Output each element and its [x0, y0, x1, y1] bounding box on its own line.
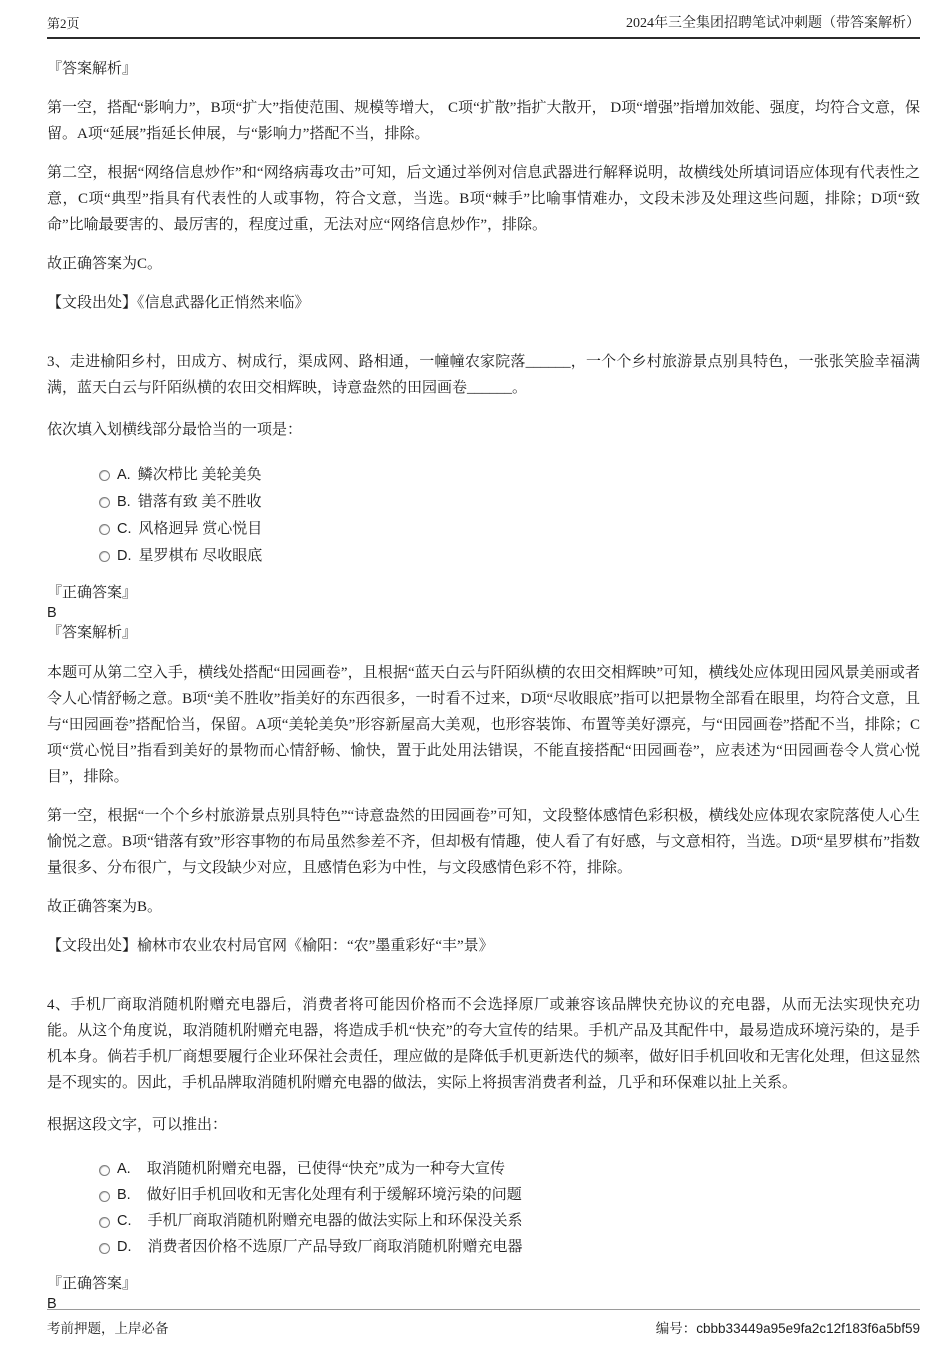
q3-option-b[interactable] [99, 488, 920, 515]
option-text: 手机厂商取消随机附赠充电器的做法实际上和环保没关系 [147, 1213, 523, 1229]
footer-serial-value: cbbb33449a95e9fa2c12f183f6a5bf59 [696, 1321, 920, 1336]
document-title: 2024年三全集团招聘笔试冲刺题（带答案解析） [626, 16, 920, 31]
q3-option-d[interactable] [99, 542, 920, 569]
radio-button-icon[interactable] [99, 1217, 110, 1228]
q3-conclusion: 故正确答案为B。 [47, 899, 163, 915]
q3-correct-label: 『正确答案』 [47, 585, 138, 601]
q2-conclusion: 故正确答案为C。 [47, 256, 163, 272]
q2-analysis-para2: 第二空，根据“网络信息炒作”和“网络病毒攻击”可知，后文通过举例对信息武器进行解释说明，故横线处所填词语应体现有代表性之意，C项“典型”指具有代表性的人或事物，符合文意，当选。B项“棘手”比喻事情难办，文段未涉及处理这些问题，排除；D项“致命”比喻最要害的、最厉害的，程度过重，无法对应“网络信息炒作”，排除。 [47, 165, 920, 233]
q3-options [47, 461, 920, 569]
radio-button-icon[interactable] [99, 470, 110, 481]
q3-option-a[interactable] [99, 461, 920, 488]
option-text: 消费者因价格不选原厂产品导致厂商取消随机附赠充电器 [147, 1239, 523, 1255]
option-text: 做好旧手机回收和无害化处理有利于缓解环境污染的问题 [146, 1187, 522, 1203]
q3-analysis-para1: 本题可从第二空入手，横线处搭配“田园画卷”，且根据“蓝天白云与阡陌纵横的农田交相辉映”可知，横线处应体现田园风景美丽或者令人心情舒畅之意。B项“美不胜收”指美好的东西很多，一时看不过来，D项“尽收眼底”指可以把景物全部看在眼里，均符合文意，且与“田园画卷”搭配恰当，保留。A项“美轮美奂”形容新屋高大美观，也形容装饰、布置等美好漂亮，与“田园画卷”搭配不当，排除；C项“赏心悦目”指看到美好的景物而心情舒畅、愉快，置于此处用法错误，不能直接搭配“田园画卷”，应表述为“田园画卷令人赏心悦目”，排除。 [47, 665, 920, 785]
q4-option-d[interactable] [99, 1234, 920, 1260]
radio-button-icon[interactable] [99, 1165, 110, 1176]
radio-button-icon[interactable] [99, 551, 110, 562]
option-letter: A. [117, 1161, 131, 1177]
option-letter: D. [117, 1239, 132, 1255]
q2-analysis-para1: 第一空，搭配“影响力”，B项“扩大”指使范围、规模等增大， C项“扩散”指扩大散开， D项“增强”指增加效能、强度，均符合文意，保留。A项“延展”指延长伸展，与“影响力”搭配不当，排除。 [47, 100, 920, 142]
q3-stem: 3、走进榆阳乡村，田成方、树成行，渠成网、路相通，一幢幢农家院落______，一个个乡村旅游景点别具特色，一张张笑脸幸福满满，蓝天白云与阡陌纵横的农田交相辉映，诗意盎然的田园画卷______。 [47, 354, 920, 396]
q4-option-a[interactable] [99, 1156, 920, 1182]
q4-correct-label: 『正确答案』 [47, 1276, 138, 1292]
option-text: 风格迥异 赏心悦目 [138, 520, 263, 537]
q3-option-c[interactable] [99, 515, 920, 542]
q4-options [47, 1156, 920, 1260]
document-content [47, 46, 920, 1314]
q3-analysis-para2: 第一空，根据“一个个乡村旅游景点别具特色”“诗意盎然的田园画卷”可知，文段整体感情色彩积极，横线处应体现农家院落使人心生愉悦之意。B项“错落有致”形容事物的布局虽然参差不齐，但却极有情趣，使人看了有好感，与文意相符，当选。D项“星罗棋布”指数量很多、分布很广，与文段缺少对应，且感情色彩为中性，与文段感情色彩不符，排除。 [47, 808, 920, 876]
radio-button-icon[interactable] [99, 1243, 110, 1254]
q3-analysis-label: 『答案解析』 [47, 625, 138, 641]
option-letter: C. [117, 520, 132, 537]
option-text: 取消随机附赠充电器，已使得“快充”成为一种夸大宣传 [146, 1161, 506, 1177]
option-letter: B. [117, 493, 131, 510]
q4-correct-answer: B [47, 1296, 57, 1312]
q3-correct-answer: B [47, 605, 57, 621]
page-number: 第2页 [47, 16, 80, 31]
option-text: 星罗棋布 尽收眼底 [138, 547, 263, 564]
q4-stem: 4、手机厂商取消随机附赠充电器后，消费者将可能因价格而不会选择原厂或兼容该品牌快充协议的充电器，从而无法实现快充功能。从这个角度说，取消随机附赠充电器，将造成手机“快充”的夸大宣传的结果。手机产品及其配件中，最易造成环境污染的，是手机本身。倘若手机厂商想要履行企业环保社会责任，理应做的是降低手机更新迭代的频率，做好旧手机回收和无害化处理，但这显然是不现实的。因此，手机品牌取消随机附赠充电器的做法，实际上将损害消费者利益，几乎和环保难以扯上关系。 [47, 997, 920, 1091]
q4-prompt: 根据这段文字，可以推出： [47, 1117, 228, 1133]
option-text: 错落有致 美不胜收 [137, 493, 262, 510]
q3-prompt: 依次填入划横线部分最恰当的一项是： [47, 422, 303, 438]
q2-analysis-label: 『答案解析』 [47, 61, 138, 77]
page-header [47, 12, 920, 39]
page-footer [47, 1309, 920, 1337]
radio-button-icon[interactable] [99, 497, 110, 508]
option-letter: C. [117, 1213, 132, 1229]
radio-button-icon[interactable] [99, 524, 110, 535]
option-letter: B. [117, 1187, 131, 1203]
radio-button-icon[interactable] [99, 1191, 110, 1202]
footer-slogan: 考前押题，上岸必备 [47, 1321, 169, 1336]
option-text: 鳞次栉比 美轮美奂 [137, 466, 262, 483]
q4-option-b[interactable] [99, 1182, 920, 1208]
option-letter: A. [117, 466, 131, 483]
footer-serial-label: 编号： [655, 1321, 697, 1336]
q3-source: 【文段出处】榆林市农业农村局官网《榆阳：“农”墨重彩好“丰”景》 [47, 938, 494, 954]
q4-option-c[interactable] [99, 1208, 920, 1234]
footer-serial [656, 1317, 920, 1337]
option-letter: D. [117, 547, 132, 564]
q2-source: 【文段出处】《信息武器化正悄然来临》 [47, 295, 310, 311]
